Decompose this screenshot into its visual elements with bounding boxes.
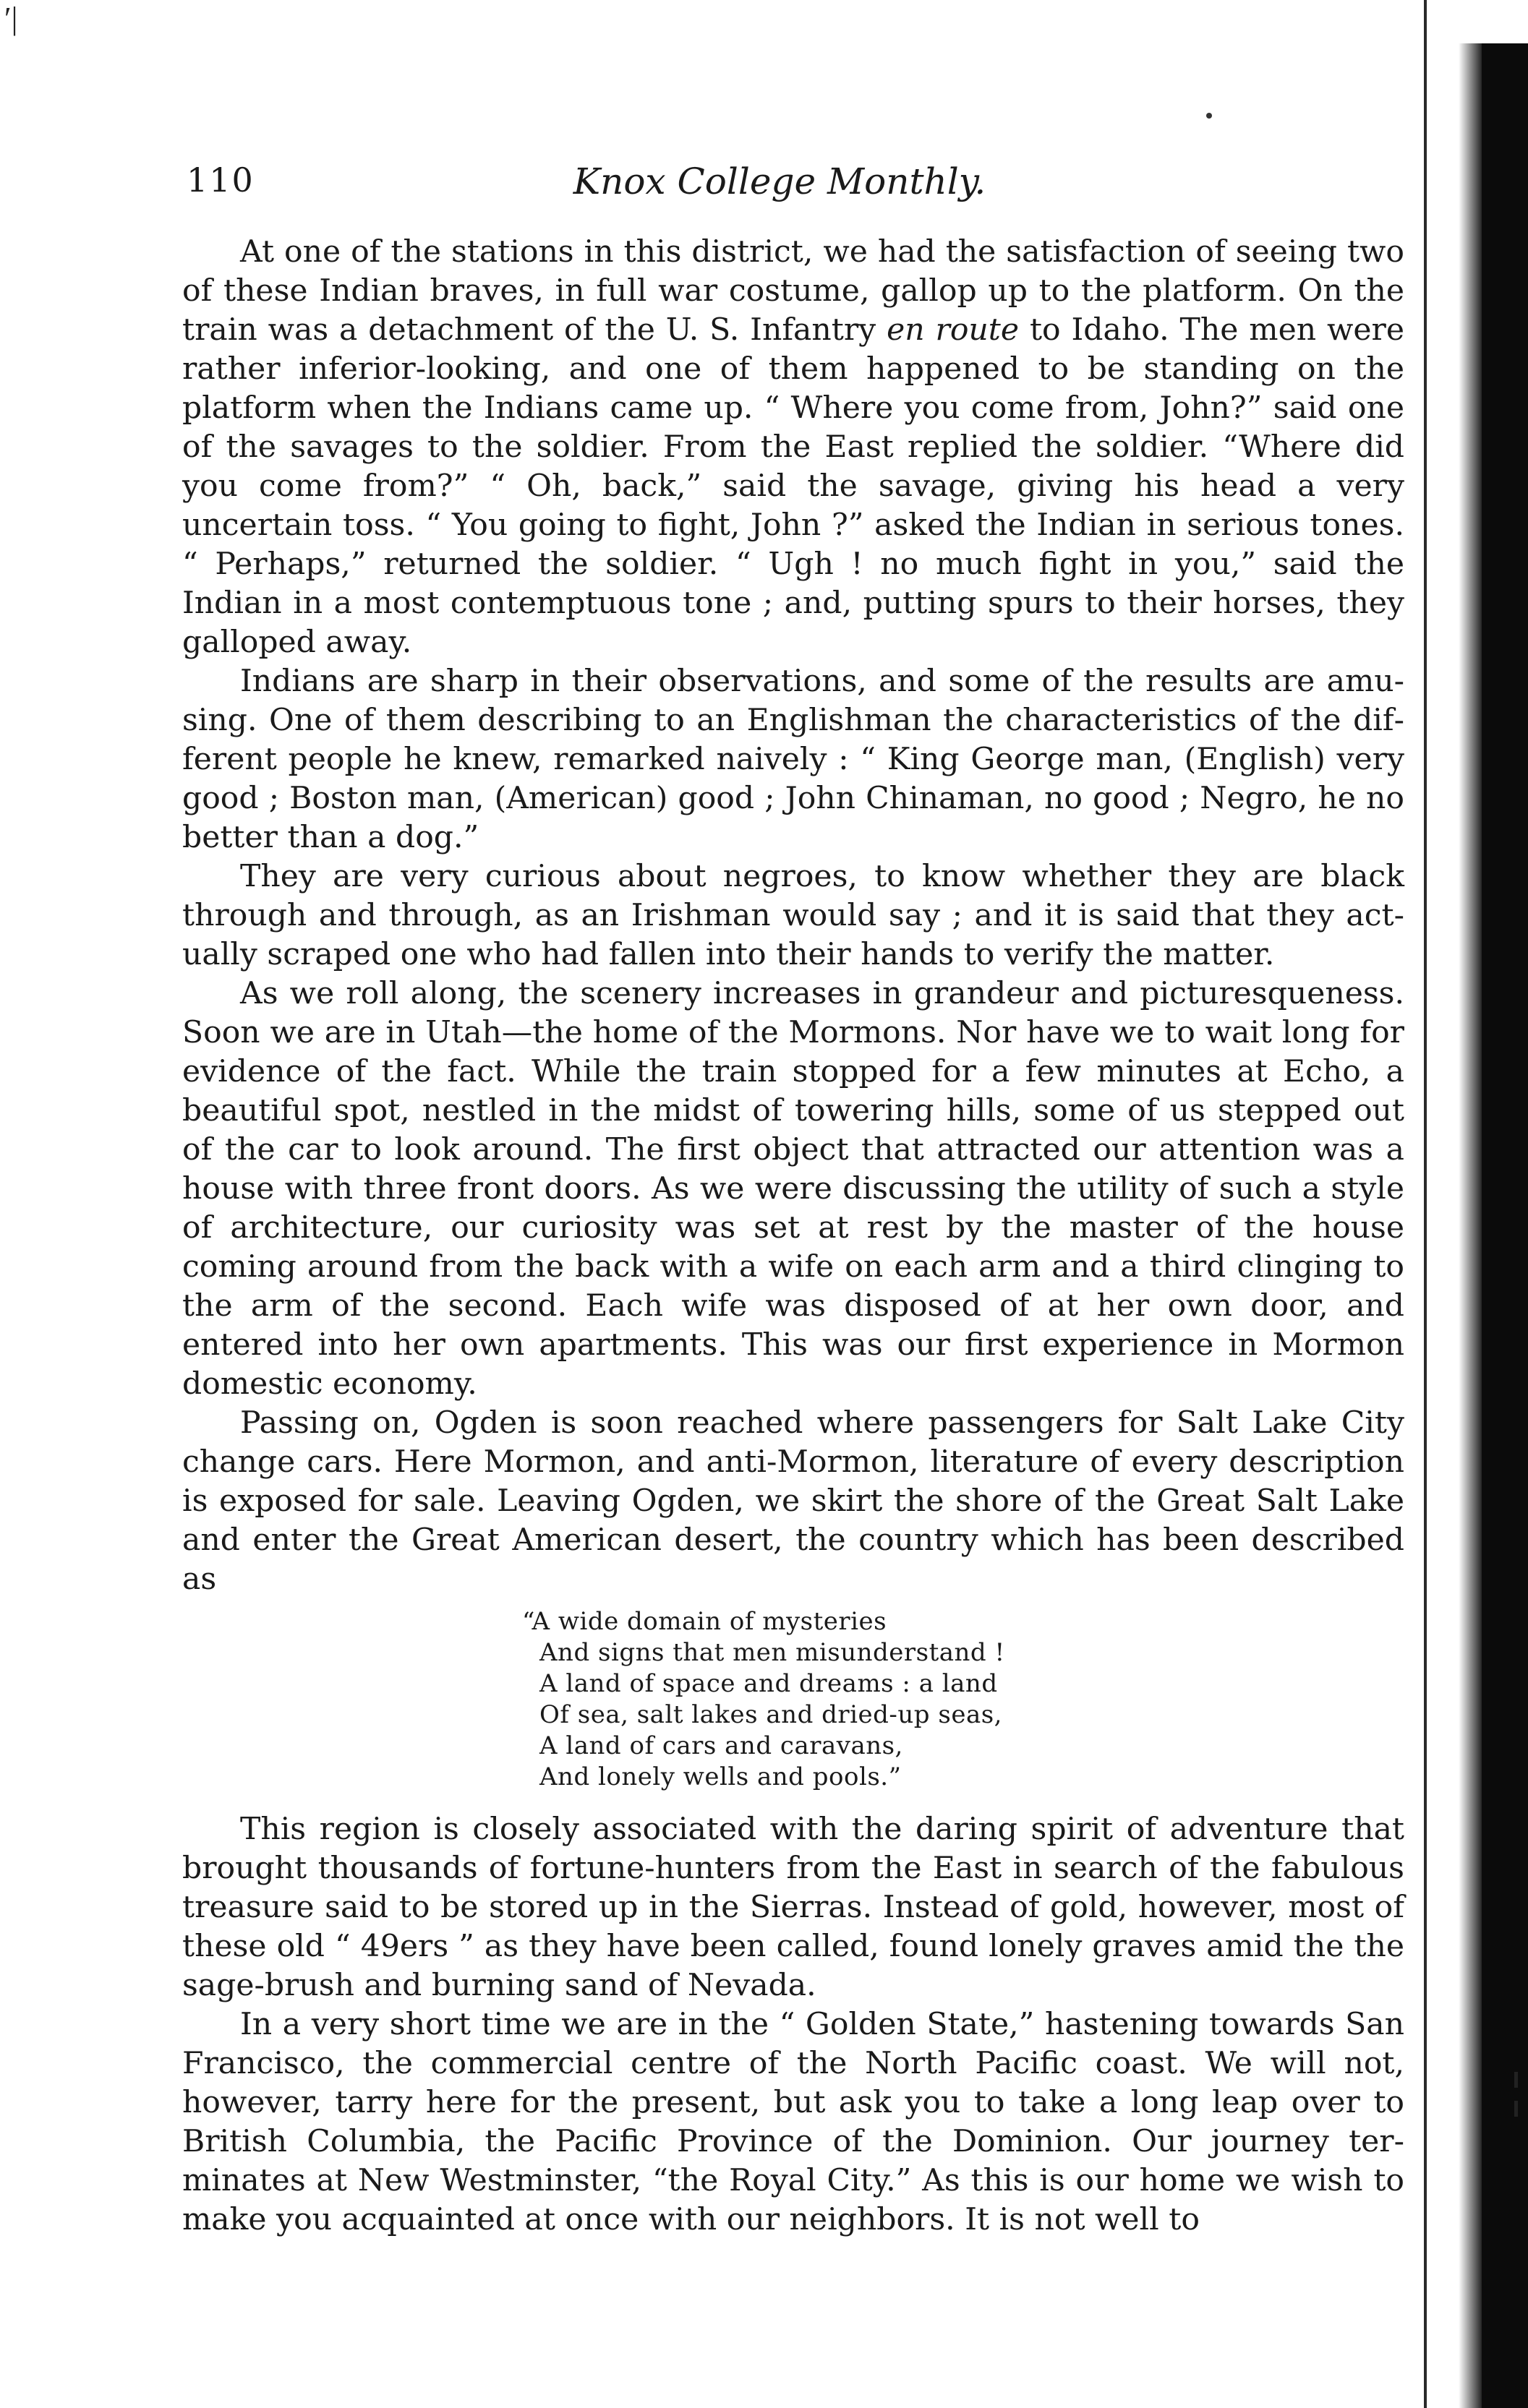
paragraph: In a very short time we are in the “ Golden State,” hastening towards San Francisco, the commercial centre of the North Pacific coast. We will not, however, tarry here for the present, but ask you to take a long leap over to British Columbia, the Pacific Province of the Dominion. Our journey terminates at New Westminster, “the Royal City.” As this is our home we wish to make you acquainted at once with our neighbors. It is not well to <box>182 2007 1404 2237</box>
verse-line: A land of space and dreams : a land <box>539 1669 998 1698</box>
book-gutter-shadow <box>1424 0 1528 2408</box>
verse-quotation <box>522 1606 1404 1793</box>
gutter-fade <box>1459 43 1482 2408</box>
paragraph: Passing on, Ogden is soon reached where passengers for Salt Lake City change cars. Here Mormon, and anti-Mormon, literature of every description is exposed for sale. Leaving Ogden, we skirt the shore of the Great Salt Lake and enter the Great American desert, the country which has been described as <box>182 1405 1404 1597</box>
article-body <box>182 233 1404 2240</box>
margin-mark: ʹ| <box>4 1 18 36</box>
edge-tick <box>1514 2072 1518 2088</box>
paragraph-text: to Idaho. The men were rather inferior-looking, and one of them happened to be standing on the platform when the Indians came up. “ Where you come from, John?” said one of the savages to the soldier. From the East replied the soldier. “Where did you come from?” “ Oh, back,” said the savage, giving his head a very uncertain toss. “ You going to fight, John ?” asked the Indian in serious tones. “ Perhaps,” returned the soldier. “ Ugh ! no much fight in you,” said the Indian in a most contemptuous tone ; and, putting spurs to their horses, they galloped away. <box>182 312 1404 660</box>
page-number: 110 <box>187 160 255 200</box>
verse-line: And signs that men misunderstand ! <box>539 1638 1005 1667</box>
paragraph-text: At one of the stations in this district, we had the satisfaction of seeing two of these Indian braves, in full war costume, gallop up to the platform. On the train was a detachment of the U. S. Infantry <box>182 234 1404 348</box>
paragraph <box>182 233 1404 662</box>
paragraph: They are very curious about negroes, to know whether they are black through and through, as an Irishman would say ; and it is said that they actually scraped one who had fallen into their hands to verify the matter. <box>182 859 1404 972</box>
paragraph: As we roll along, the scenery increases in grandeur and picturesqueness. Soon we are in Utah—the home of the Mormons. Nor have we to wait long for evidence of the fact. While the train stopped for a few minutes at Echo, a beautiful spot, nestled in the midst of towering hills, some of us stepped out of the car to look around. The first object that attracted our attention was a house with three front doors. As we were discussing the utility of such a style of architecture, our curiosity was set at rest by the master of the house coming around from the back with a wife on each arm and a third clinging to the arm of the second. Each wife was disposed of at her own door, and entered into her own apartments. This was our first experience in Mormon domestic economy. <box>182 976 1404 1402</box>
gutter-dark-band <box>1482 43 1528 2408</box>
paragraph: This region is closely associated with the daring spirit of adventure that brought thousands of fortune-hunters from the East in search of the fabulous treasure said to be stored up in the Sierras. Instead of gold, however, most of these old “ 49ers ” as they have been called, found lonely graves amid the the sage-brush and burning sand of Nevada. <box>182 1812 1404 2003</box>
paragraph: Indians are sharp in their observations, and some of the results are amusing. One of them describing to an Englishman the characteristics of the different people he knew, remarked naively : “ King George man, (English) very good ; Boston man, (American) good ; John Chinaman, no good ; Negro, he no better than a dog.” <box>182 664 1404 855</box>
journal-title: Knox College Monthly. <box>573 160 986 202</box>
verse-line: Of sea, salt lakes and dried-up seas, <box>539 1700 1002 1729</box>
running-head <box>187 160 1409 211</box>
scan-speck <box>1206 113 1212 119</box>
verse-line: “A wide domain of mysteries <box>522 1607 887 1636</box>
gutter-edge-line <box>1424 0 1427 2408</box>
verse-line: A land of cars and caravans, <box>539 1731 903 1760</box>
edge-tick <box>1514 2101 1518 2117</box>
verse-line: And lonely wells and pools.” <box>539 1762 902 1791</box>
italic-phrase: en route <box>887 312 1020 348</box>
